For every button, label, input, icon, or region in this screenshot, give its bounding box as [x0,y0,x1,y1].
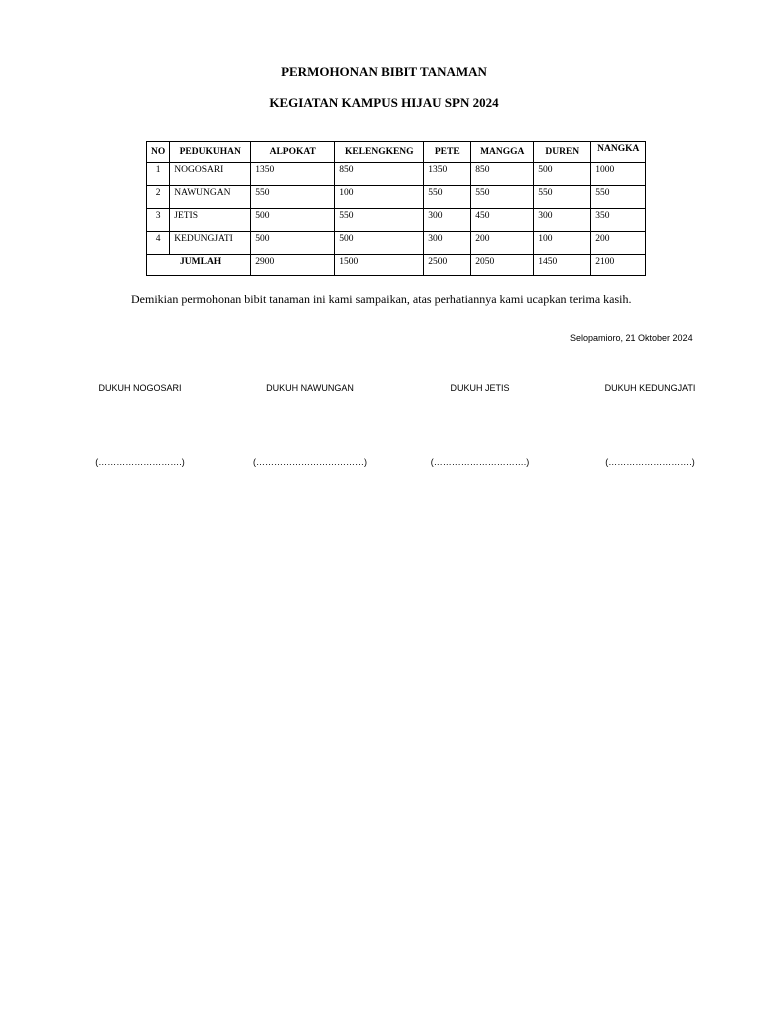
closing-paragraph: Demikian permohonan bibit tanaman ini kami sampaikan, atas perhatiannya kami ucapkan terima kasih. [131,292,632,306]
total-pete: 2500 [424,255,471,276]
table-total-row [147,255,646,276]
cell-kelengkeng: 550 [335,209,424,232]
cell-kelengkeng: 850 [335,163,424,186]
cell-alpokat: 500 [251,232,335,255]
total-alpokat: 2900 [251,255,335,276]
header-no: NO [147,142,170,163]
table-row [147,186,646,209]
cell-pete: 300 [424,209,471,232]
table-row [147,163,646,186]
cell-alpokat: 550 [251,186,335,209]
cell-kelengkeng: 100 [335,186,424,209]
cell-mangga: 550 [471,186,534,209]
cell-mangga: 200 [471,232,534,255]
header-mangga: MANGGA [471,142,534,163]
header-alpokat: ALPOKAT [251,142,335,163]
cell-mangga: 450 [471,209,534,232]
total-nangka: 2100 [591,255,646,276]
cell-duren: 300 [534,209,591,232]
cell-pedukuhan: KEDUNGJATI [170,232,251,255]
table-header-row [147,142,646,163]
signature-line-kedungjati: (……………………….) [605,457,695,467]
header-pedukuhan: PEDUKUHAN [170,142,251,163]
cell-pedukuhan: NOGOSARI [170,163,251,186]
cell-nangka: 550 [591,186,646,209]
cell-nangka: 1000 [591,163,646,186]
cell-no: 4 [147,232,170,255]
header-pete: PETE [424,142,471,163]
cell-pete: 550 [424,186,471,209]
cell-alpokat: 1350 [251,163,335,186]
cell-nangka: 200 [591,232,646,255]
total-duren: 1450 [534,255,591,276]
signature-title-nawungan: DUKUH NAWUNGAN [266,383,354,393]
signature-title-kedungjati: DUKUH KEDUNGJATI [604,383,696,393]
header-kelengkeng: KELENGKENG [335,142,424,163]
signature-line-jetis: (………………………….) [430,457,530,467]
cell-pedukuhan: NAWUNGAN [170,186,251,209]
table-row [147,232,646,255]
document-subtitle: KEGIATAN KAMPUS HIJAU SPN 2024 [269,95,499,110]
signature-title-nogosari: DUKUH NOGOSARI [98,383,182,393]
cell-no: 1 [147,163,170,186]
cell-no: 3 [147,209,170,232]
signature-title-jetis: DUKUH JETIS [450,383,510,393]
cell-mangga: 850 [471,163,534,186]
cell-nangka: 350 [591,209,646,232]
seedling-request-table [146,141,646,276]
signature-line-nogosari: (……………………….) [95,457,185,467]
cell-duren: 550 [534,186,591,209]
total-mangga: 2050 [471,255,534,276]
cell-kelengkeng: 500 [335,232,424,255]
cell-pete: 1350 [424,163,471,186]
place-date: Selopamioro, 21 Oktober 2024 [570,333,693,343]
header-nangka: NANGKA [591,142,646,163]
total-kelengkeng: 1500 [335,255,424,276]
cell-alpokat: 500 [251,209,335,232]
table-row [147,209,646,232]
cell-pete: 300 [424,232,471,255]
total-label: JUMLAH [147,255,251,276]
cell-duren: 500 [534,163,591,186]
signature-line-nawungan: (………………………………) [253,457,367,467]
cell-duren: 100 [534,232,591,255]
cell-no: 2 [147,186,170,209]
header-duren: DUREN [534,142,591,163]
cell-pedukuhan: JETIS [170,209,251,232]
document-title: PERMOHONAN BIBIT TANAMAN [281,64,487,79]
